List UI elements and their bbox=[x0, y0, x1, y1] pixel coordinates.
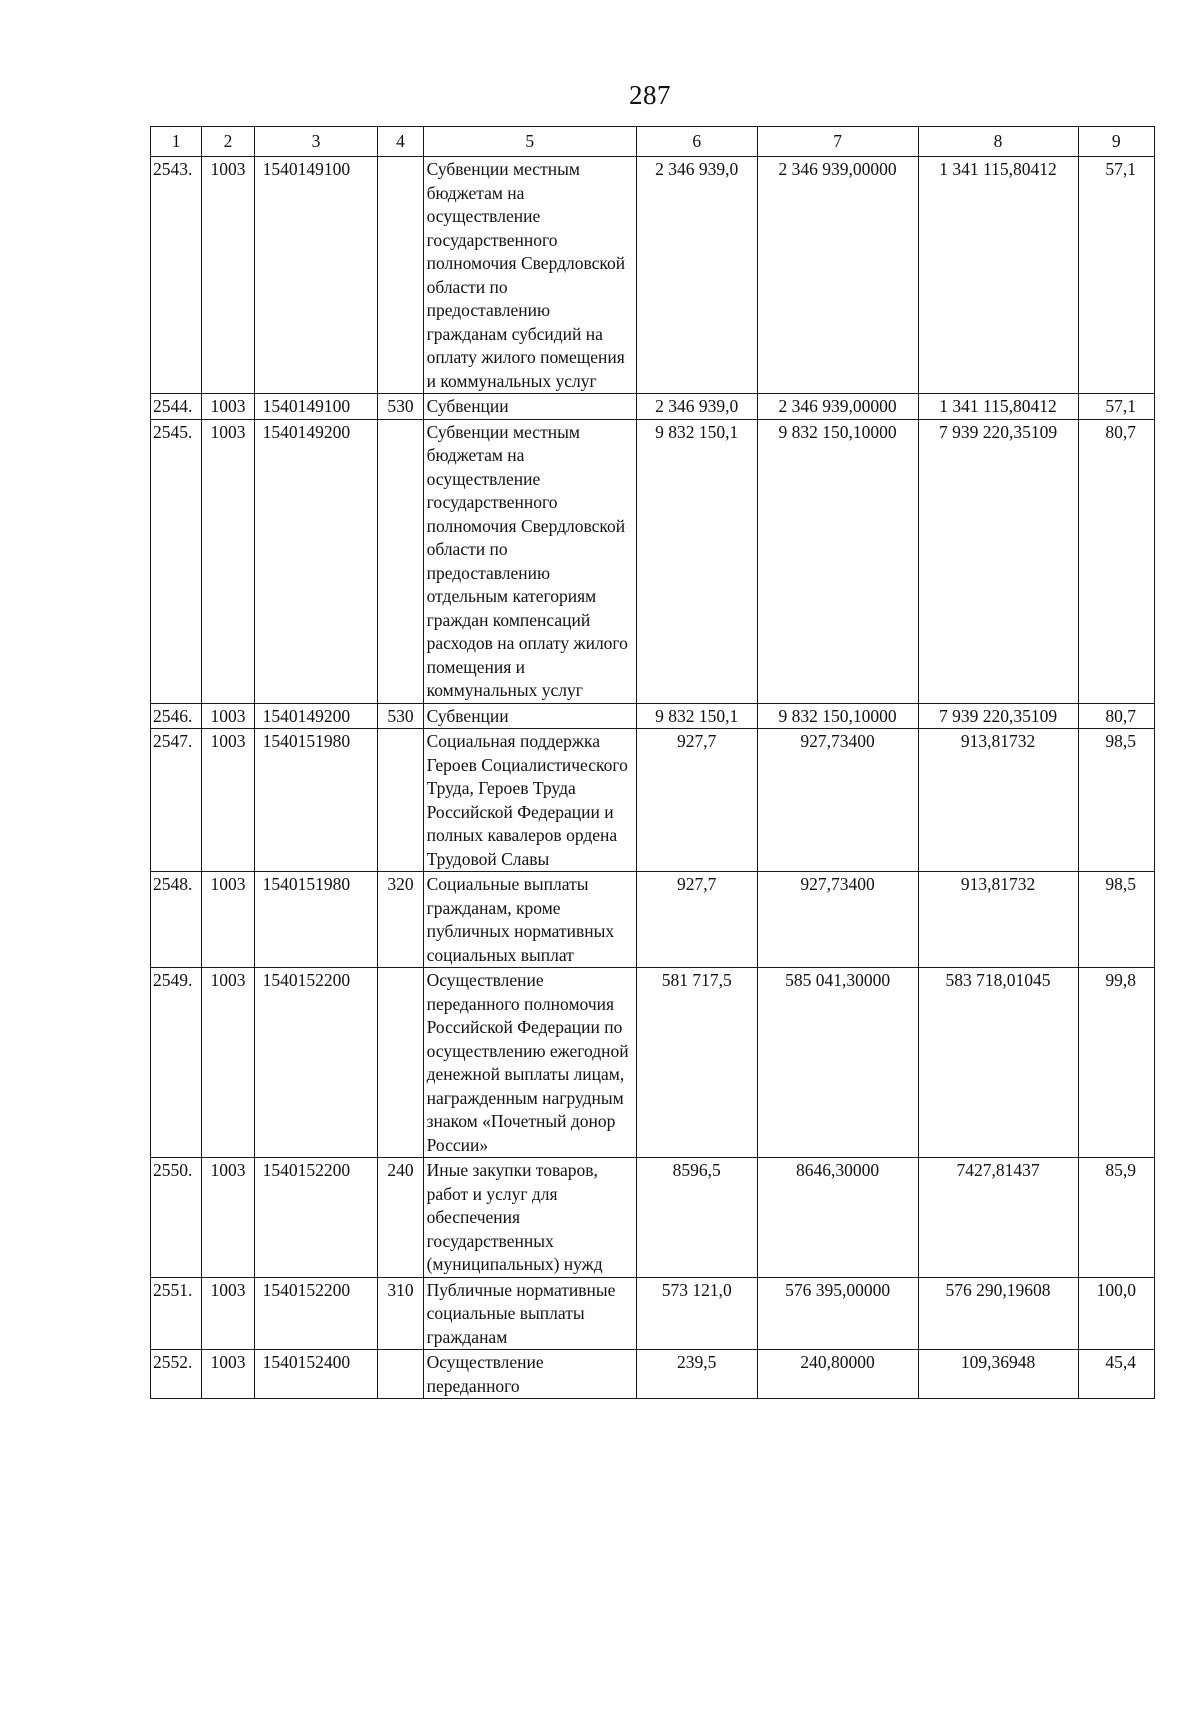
planned-amount: 927,7 bbox=[636, 872, 757, 968]
row-number: 2549. bbox=[151, 968, 202, 1158]
target-code: 1540151980 bbox=[254, 872, 378, 968]
planned-amount: 8596,5 bbox=[636, 1158, 757, 1278]
section-code: 1003 bbox=[202, 968, 254, 1158]
row-number: 2547. bbox=[151, 729, 202, 872]
table-row bbox=[151, 157, 1155, 394]
table-row bbox=[151, 729, 1155, 872]
planned-amount: 9 832 150,1 bbox=[636, 419, 757, 703]
revised-amount: 240,80000 bbox=[757, 1350, 918, 1399]
planned-amount: 2 346 939,0 bbox=[636, 394, 757, 420]
execution-percent: 45,4 bbox=[1078, 1350, 1155, 1399]
executed-amount: 576 290,19608 bbox=[918, 1277, 1078, 1350]
expense-type bbox=[378, 968, 423, 1158]
planned-amount: 581 717,5 bbox=[636, 968, 757, 1158]
table-row bbox=[151, 872, 1155, 968]
executed-amount: 1 341 115,80412 bbox=[918, 157, 1078, 394]
header-col-7: 7 bbox=[757, 127, 918, 157]
section-code: 1003 bbox=[202, 729, 254, 872]
revised-amount: 927,73400 bbox=[757, 872, 918, 968]
item-name: Субвенции bbox=[423, 394, 636, 420]
table-row bbox=[151, 968, 1155, 1158]
target-code: 1540149200 bbox=[254, 419, 378, 703]
header-col-3: 3 bbox=[254, 127, 378, 157]
target-code: 1540151980 bbox=[254, 729, 378, 872]
header-col-1: 1 bbox=[151, 127, 202, 157]
executed-amount: 913,81732 bbox=[918, 872, 1078, 968]
item-name: Осуществление переданного полномочия Российской Федерации по осуществлению ежегодной денежной выплаты лицам, награжденным нагрудным знаком «Почетный донор России» bbox=[423, 968, 636, 1158]
executed-amount: 7427,81437 bbox=[918, 1158, 1078, 1278]
target-code: 1540149100 bbox=[254, 157, 378, 394]
expense-type bbox=[378, 419, 423, 703]
page-number: 287 bbox=[629, 80, 671, 110]
revised-amount: 9 832 150,10000 bbox=[757, 703, 918, 729]
execution-percent: 99,8 bbox=[1078, 968, 1155, 1158]
target-code: 1540152400 bbox=[254, 1350, 378, 1399]
revised-amount: 8646,30000 bbox=[757, 1158, 918, 1278]
row-number: 2543. bbox=[151, 157, 202, 394]
executed-amount: 1 341 115,80412 bbox=[918, 394, 1078, 420]
executed-amount: 913,81732 bbox=[918, 729, 1078, 872]
row-number: 2546. bbox=[151, 703, 202, 729]
execution-percent: 98,5 bbox=[1078, 729, 1155, 872]
execution-percent: 98,5 bbox=[1078, 872, 1155, 968]
executed-amount: 7 939 220,35109 bbox=[918, 419, 1078, 703]
revised-amount: 927,73400 bbox=[757, 729, 918, 872]
execution-percent: 100,0 bbox=[1078, 1277, 1155, 1350]
header-col-8: 8 bbox=[918, 127, 1078, 157]
revised-amount: 9 832 150,10000 bbox=[757, 419, 918, 703]
section-code: 1003 bbox=[202, 872, 254, 968]
revised-amount: 2 346 939,00000 bbox=[757, 157, 918, 394]
item-name: Субвенции bbox=[423, 703, 636, 729]
header-row bbox=[151, 127, 1155, 157]
executed-amount: 7 939 220,35109 bbox=[918, 703, 1078, 729]
row-number: 2544. bbox=[151, 394, 202, 420]
expense-type bbox=[378, 1350, 423, 1399]
execution-percent: 80,7 bbox=[1078, 419, 1155, 703]
item-name: Социальная поддержка Героев Социалистического Труда, Героев Труда Российской Федерации и полных кавалеров ордена Трудовой Славы bbox=[423, 729, 636, 872]
item-name: Социальные выплаты гражданам, кроме публичных нормативных социальных выплат bbox=[423, 872, 636, 968]
table-row bbox=[151, 1277, 1155, 1350]
planned-amount: 9 832 150,1 bbox=[636, 703, 757, 729]
section-code: 1003 bbox=[202, 394, 254, 420]
table-row bbox=[151, 419, 1155, 703]
header-col-5: 5 bbox=[423, 127, 636, 157]
section-code: 1003 bbox=[202, 1350, 254, 1399]
revised-amount: 2 346 939,00000 bbox=[757, 394, 918, 420]
planned-amount: 239,5 bbox=[636, 1350, 757, 1399]
expense-type: 320 bbox=[378, 872, 423, 968]
target-code: 1540149200 bbox=[254, 703, 378, 729]
item-name: Субвенции местным бюджетам на осуществление государственного полномочия Свердловской области по предоставлению гражданам субсидий на оплату жилого помещения и коммунальных услуг bbox=[423, 157, 636, 394]
table-row bbox=[151, 1350, 1155, 1399]
budget-table bbox=[150, 126, 1155, 1399]
target-code: 1540152200 bbox=[254, 968, 378, 1158]
revised-amount: 576 395,00000 bbox=[757, 1277, 918, 1350]
target-code: 1540152200 bbox=[254, 1158, 378, 1278]
row-number: 2548. bbox=[151, 872, 202, 968]
item-name: Иные закупки товаров, работ и услуг для обеспечения государственных (муниципальных) нужд bbox=[423, 1158, 636, 1278]
table-row bbox=[151, 703, 1155, 729]
planned-amount: 927,7 bbox=[636, 729, 757, 872]
execution-percent: 85,9 bbox=[1078, 1158, 1155, 1278]
row-number: 2545. bbox=[151, 419, 202, 703]
expense-type: 530 bbox=[378, 703, 423, 729]
section-code: 1003 bbox=[202, 703, 254, 729]
revised-amount: 585 041,30000 bbox=[757, 968, 918, 1158]
executed-amount: 583 718,01045 bbox=[918, 968, 1078, 1158]
section-code: 1003 bbox=[202, 419, 254, 703]
section-code: 1003 bbox=[202, 1158, 254, 1278]
expense-type: 530 bbox=[378, 394, 423, 420]
row-number: 2550. bbox=[151, 1158, 202, 1278]
row-number: 2552. bbox=[151, 1350, 202, 1399]
item-name: Осуществление переданного bbox=[423, 1350, 636, 1399]
planned-amount: 2 346 939,0 bbox=[636, 157, 757, 394]
header-col-2: 2 bbox=[202, 127, 254, 157]
target-code: 1540152200 bbox=[254, 1277, 378, 1350]
expense-type bbox=[378, 157, 423, 394]
execution-percent: 57,1 bbox=[1078, 394, 1155, 420]
table-row bbox=[151, 1158, 1155, 1278]
item-name: Субвенции местным бюджетам на осуществление государственного полномочия Свердловской области по предоставлению отдельным категориям граждан компенсаций расходов на оплату жилого помещения и коммунальных услуг bbox=[423, 419, 636, 703]
table-row bbox=[151, 394, 1155, 420]
item-name: Публичные нормативные социальные выплаты гражданам bbox=[423, 1277, 636, 1350]
section-code: 1003 bbox=[202, 1277, 254, 1350]
planned-amount: 573 121,0 bbox=[636, 1277, 757, 1350]
header-col-4: 4 bbox=[378, 127, 423, 157]
execution-percent: 80,7 bbox=[1078, 703, 1155, 729]
expense-type bbox=[378, 729, 423, 872]
executed-amount: 109,36948 bbox=[918, 1350, 1078, 1399]
row-number: 2551. bbox=[151, 1277, 202, 1350]
expense-type: 240 bbox=[378, 1158, 423, 1278]
header-col-6: 6 bbox=[636, 127, 757, 157]
execution-percent: 57,1 bbox=[1078, 157, 1155, 394]
section-code: 1003 bbox=[202, 157, 254, 394]
expense-type: 310 bbox=[378, 1277, 423, 1350]
header-col-9: 9 bbox=[1078, 127, 1155, 157]
target-code: 1540149100 bbox=[254, 394, 378, 420]
